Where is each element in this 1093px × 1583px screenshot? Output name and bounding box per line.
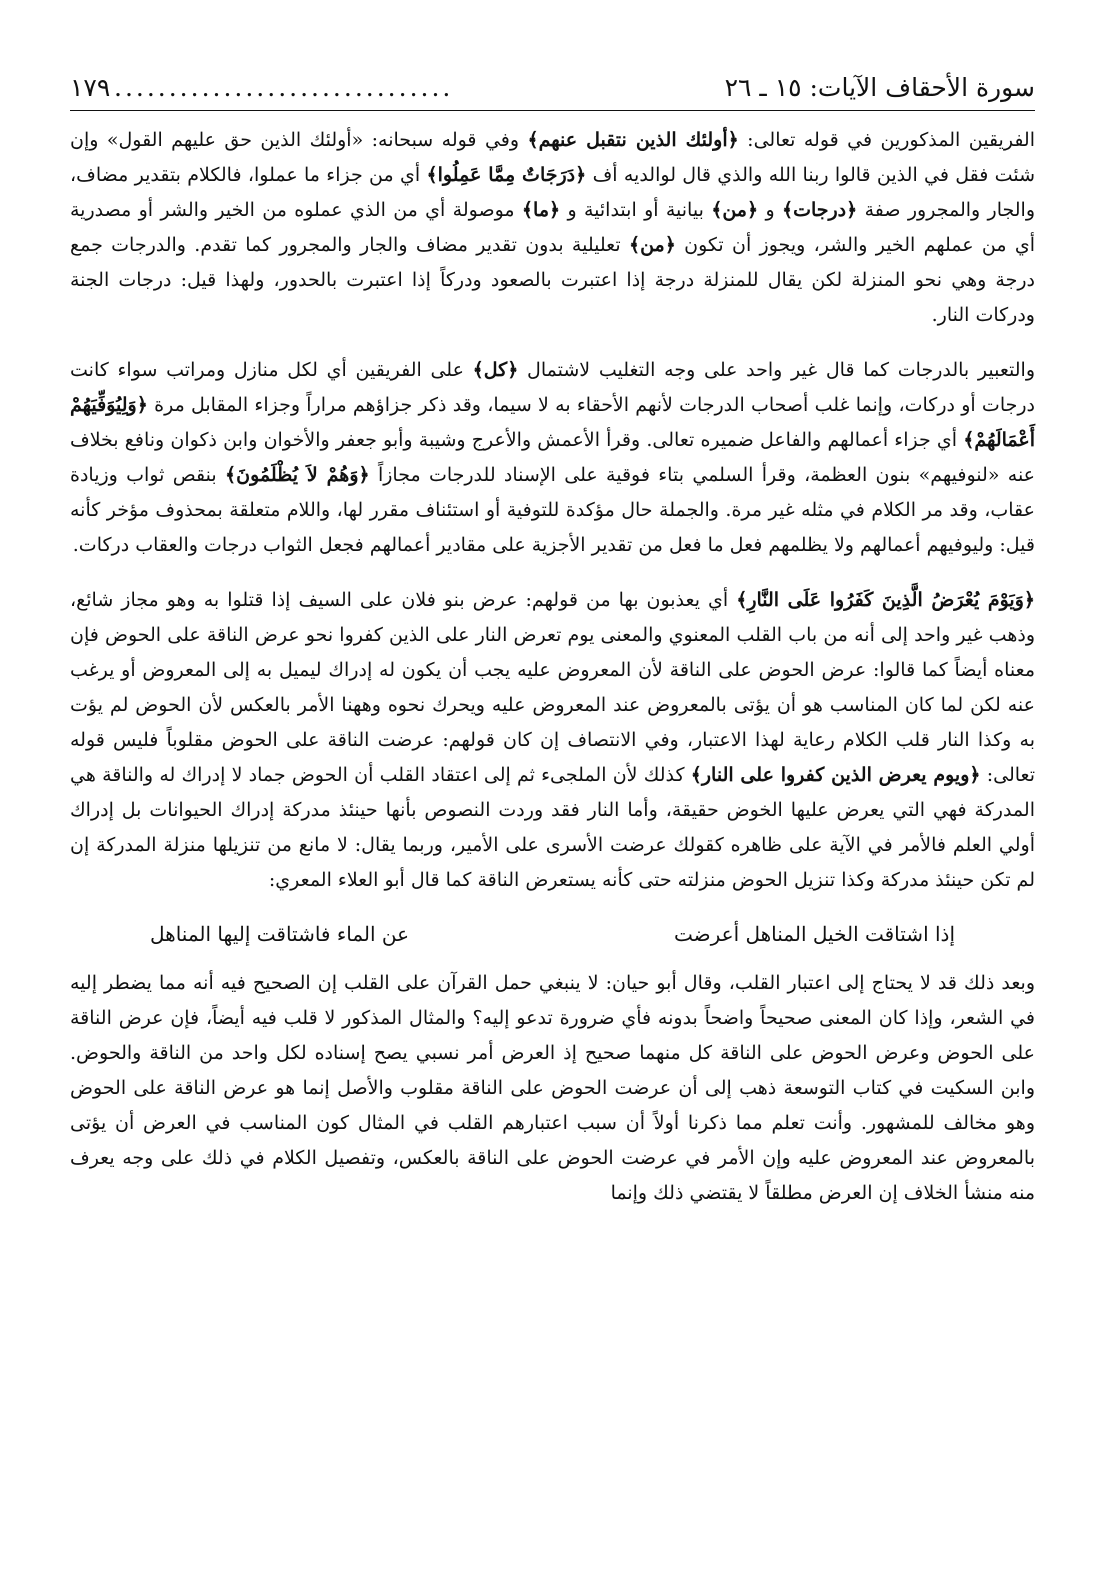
text-run: أي يعذبون بها من قولهم: عرض بنو فلان على السيف إذا قتلوا به وهو مجاز شائع، وذهب غير واحد إلى أنه من باب القلب المعنوي والمعنى يوم تعرض النار على الذين كفروا نحو عرض الناقة على الحوض فإن معناه أيضاً كما قالوا: عرض الحوض على الناقة لأن المعروض عليه يجب أن يكون له إدراك ليميل به إلى المعروض أو يرغب عنه لكن لما كان المناسب هو أن يؤتى بالمعروض عند المعروض عليه ويحرك نحوه وههنا الأمر بالعكس لأن الحوض لم يؤت به وكذا النار قلب الكلام رعاية لهذا الاعتبار، وفي الانتصاف إن كان قولهم: عرضت الناقة على الحوض مقلوباً فليس قوله تعالى: — [70, 589, 1036, 786]
quran-quote: ﴿كل﴾ — [472, 359, 519, 381]
paragraph-4: وبعد ذلك قد لا يحتاج إلى اعتبار القلب، وقال أبو حيان: لا ينبغي حمل القرآن على القلب إن الصحيح فيه أنه مما يضطر إليه في الشعر، وإذا كان المعنى صحيحاً واضحاً بدونه فأي ضرورة تدعو إليه؟ والمثال المذكور لا قلب فيه أيضاً، فإن عرض الناقة على الحوض وعرض الحوض على الناقة كل منهما صحيح إذ العرض أمر نسبي يصح إسناده لكل واحد من الناقة والحوض. وابن السكيت في كتاب التوسعة ذهب إلى أن عرضت الحوض على الناقة مقلوب والأصل إنما هو عرض الناقة على الحوض وهو مخالف للمشهور. وأنت تعلم مما ذكرنا أولاً أن سبب اعتبارهم القلب في المثال كون المناسب في العرض أن يؤتى بالمعروض عند المعروض عليه وإن الأمر في عرضت الحوض على الناقة بالعكس، وتفصيل الكلام في ذلك على وجه يعرف منه منشأ الخلاف إن العرض مطلقاً لا يقتضي ذلك وإنما — [70, 972, 1035, 1204]
text-run: بيانية أو ابتدائية و — [560, 199, 712, 221]
running-header — [70, 66, 1035, 111]
text-run: وفي قوله سبحانه: «أولئك الذين حق عليهم القول» وإن شئت فقل في الذين قالوا ربنا الله والذي قال لوالديه أف — [70, 129, 1035, 186]
text-run: و — [758, 199, 782, 221]
quran-quote: ﴿من﴾ — [711, 199, 759, 221]
text-run: كذلك لأن الملجىء ثم إلى اعتقاد القلب أن الحوض جماد لا إدراك له والناقة هي المدركة فهي التي يعرض عليها الخوض حقيقة، وأما النار فقد وردت النصوص بأنها حينئذ مدركة إدراك الحيوانات بل إدراك أولي العلم فالأمر في الآية على ظاهره كقولك عرضت الأسرى على الأمير، وربما يقال: لا مانع من تنزيلها منزلة المدركة إن لم تكن حينئذ مدركة وكذا تنزيل الحوض منزلته حتى كأنه يستعرض الناقة كما قال أبو العلاء المعري: — [70, 764, 1035, 891]
poem-verse — [150, 914, 955, 954]
text-run: والتعبير بالدرجات كما قال غير واحد على وجه التغليب لاشتمال — [518, 359, 1036, 381]
text-run: أي جزاء أعمالهم والفاعل ضميره تعالى. وقرأ الأعمش والأعرج وشيبة وأبو جعفر والأخوان وابن ذكوان ونافع بخلاف عنه «لنوفيهم» بنون العظمة، وقرأ السلمي بتاء فوقية على الإسناد للدرجات مجازاً — [70, 429, 1036, 486]
quran-quote: ﴿وَهُمْ لاَ يُظْلَمُونَ﴾ — [224, 464, 370, 486]
text-run: على الفريقين أي لكل منازل ومراتب سواء كانت درجات أو دركات، وإنما غلب أصحاب الدرجات لأنهم الأحقاء به لا سيما، وقد ذكر جزاؤهم مراراً وجزاء المقابل مرة — [70, 359, 1035, 416]
quran-quote: ﴿درجات﴾ — [781, 199, 858, 221]
page-body — [70, 123, 1035, 1211]
paragraph-3 — [70, 583, 1035, 898]
text-run: تعليلية بدون تقدير مضاف والجار والمجرور كما تقدم. والدرجات جمع درجة وهي نحو المنزلة لكن يقال للمنزلة درجة إذا اعتبرت بالصعود ودركاً إذا اعتبرت بالحدور، ولهذا قيل: درجات الجنة ودركات النار. — [70, 234, 1035, 326]
text-run: أي من جزاء ما عملوا، فالكلام بتقدير مضاف، والجار والمجرور صفة — [70, 164, 1035, 221]
text-run: موصولة أي من الذي عملوه من الخير والشر أو مصدرية أي من عملهم الخير والشر، ويجوز أن تكون — [70, 199, 1036, 256]
book-page — [70, 66, 1035, 1566]
text-run: بنقص ثواب وزيادة عقاب، وقد مر الكلام في مثله غير مرة. والجملة حال مؤكدة للتوفية أو استئناف مقرر لها، واللام متعلقة بمحذوف مؤخر كأنه قيل: وليوفيهم أعمالهم ولا يظلمهم فعل ما فعل من تقدير الأجزية على مقادير أعمالهم فجعل الثواب درجات والعقاب دركات. — [70, 464, 1035, 556]
poem-hemistich-first: إذا اشتاقت الخيل المناهل أعرضت — [673, 922, 955, 946]
quran-quote: ﴿ويوم يعرض الذين كفروا على النار﴾ — [690, 764, 981, 786]
paragraph-2 — [70, 353, 1035, 563]
text-run: الفريقين المذكورين في قوله تعالى: — [738, 129, 1036, 151]
quran-quote: ﴿من﴾ — [628, 234, 676, 256]
quran-quote: ﴿وَيَوْمَ يُعْرَضُ الَّذِينَ كَفَرُوا عَلَى النَّارِ﴾ — [736, 589, 1036, 611]
header-dots: ............................... — [114, 73, 454, 102]
paragraph-1 — [70, 123, 1035, 333]
page-number: ١٧٩ — [70, 73, 111, 102]
quran-quote: ﴿وَلِيُوَفِّيَهُمْ أَعْمَالَهُمْ﴾ — [70, 394, 1035, 451]
header-title: سورة الأحقاف الآيات: ١٥ ـ ٢٦ — [724, 73, 1035, 102]
poem-hemistich-second: عن الماء فاشتاقت إليها المناهل — [150, 922, 410, 946]
quran-quote: ﴿أولئك الذين نتقبل عنهم﴾ — [527, 129, 739, 151]
quran-quote: ﴿دَرَجَاتٌ مِمَّا عَمِلُوا﴾ — [426, 164, 587, 186]
quran-quote: ﴿ما﴾ — [521, 199, 561, 221]
